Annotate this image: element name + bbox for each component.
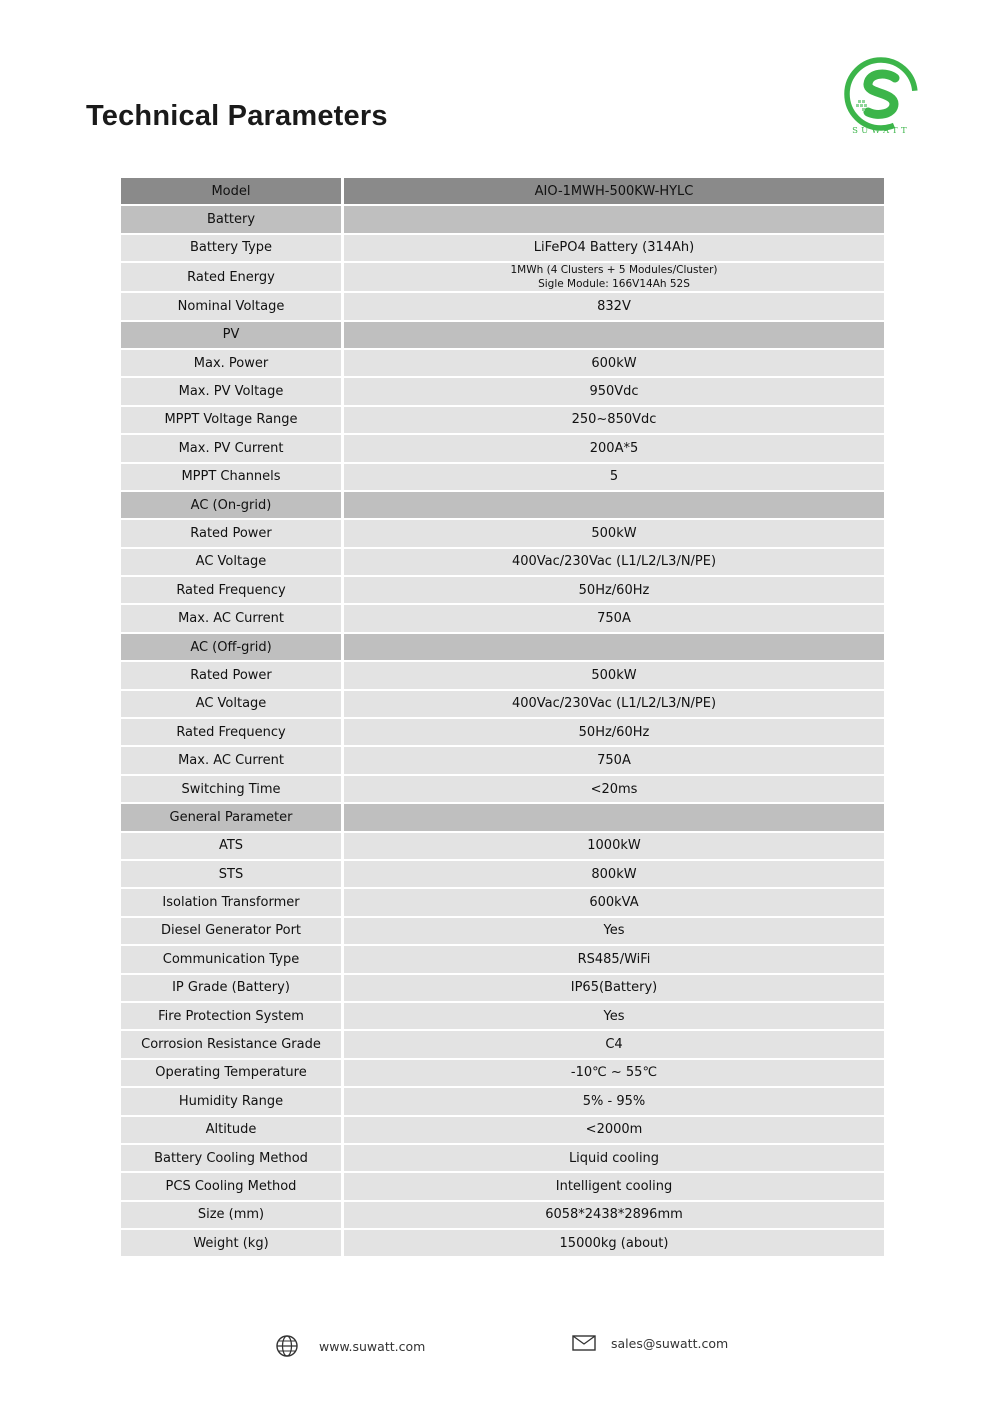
param-label: ATS [121, 833, 344, 861]
table-row [121, 889, 884, 917]
param-value: 800kW [344, 861, 884, 889]
param-label: Max. AC Current [121, 605, 344, 633]
table-row [121, 918, 884, 946]
param-value: Intelligent cooling [344, 1173, 884, 1201]
section-row [121, 206, 884, 234]
param-value: -10℃ ~ 55℃ [344, 1060, 884, 1088]
param-label: AC Voltage [121, 549, 344, 577]
param-value: 400Vac/230Vac (L1/L2/L3/N/PE) [344, 691, 884, 719]
param-label: MPPT Voltage Range [121, 407, 344, 435]
param-value-line2: Sigle Module: 166V14Ah 52S [538, 278, 690, 291]
model-value: AIO-1MWH-500KW-HYLC [344, 178, 884, 206]
param-value: 50Hz/60Hz [344, 577, 884, 605]
param-label: MPPT Channels [121, 464, 344, 492]
table-row [121, 1202, 884, 1230]
param-label: Isolation Transformer [121, 889, 344, 917]
param-value: 500kW [344, 520, 884, 548]
table-row [121, 435, 884, 463]
param-label: Diesel Generator Port [121, 918, 344, 946]
table-row [121, 263, 884, 293]
param-value: 5% - 95% [344, 1088, 884, 1116]
param-label: Switching Time [121, 776, 344, 804]
param-label: Max. Power [121, 350, 344, 378]
param-label: Rated Energy [121, 263, 344, 293]
table-row [121, 861, 884, 889]
model-label: Model [121, 178, 344, 206]
param-value: 750A [344, 747, 884, 775]
globe-icon [275, 1334, 299, 1358]
table-row [121, 407, 884, 435]
param-value: 400Vac/230Vac (L1/L2/L3/N/PE) [344, 549, 884, 577]
param-value: Yes [344, 918, 884, 946]
page-title: Technical Parameters [86, 100, 388, 132]
param-value: 5 [344, 464, 884, 492]
table-row [121, 1230, 884, 1258]
param-value: <20ms [344, 776, 884, 804]
section-title: General Parameter [121, 804, 344, 832]
table-row [121, 1060, 884, 1088]
email-text: sales@suwatt.com [611, 1335, 729, 1351]
section-title: Battery [121, 206, 344, 234]
table-row [121, 293, 884, 321]
param-value: IP65(Battery) [344, 975, 884, 1003]
param-label: Corrosion Resistance Grade [121, 1031, 344, 1059]
param-label: Nominal Voltage [121, 293, 344, 321]
param-label: Rated Frequency [121, 719, 344, 747]
table-row [121, 1088, 884, 1116]
section-title: PV [121, 322, 344, 350]
param-label: Size (mm) [121, 1202, 344, 1230]
param-label: Fire Protection System [121, 1003, 344, 1031]
param-label: STS [121, 861, 344, 889]
param-label: Communication Type [121, 946, 344, 974]
param-label: Max. PV Current [121, 435, 344, 463]
param-value: C4 [344, 1031, 884, 1059]
param-value: RS485/WiFi [344, 946, 884, 974]
table-row [121, 776, 884, 804]
param-label: Battery Cooling Method [121, 1145, 344, 1173]
param-label: Max. AC Current [121, 747, 344, 775]
footer-website[interactable] [275, 1334, 425, 1358]
param-label: Rated Power [121, 662, 344, 690]
table-row [121, 691, 884, 719]
param-value: 832V [344, 293, 884, 321]
table-row [121, 577, 884, 605]
section-title: AC (On-grid) [121, 492, 344, 520]
param-value: 950Vdc [344, 378, 884, 406]
param-label: Operating Temperature [121, 1060, 344, 1088]
param-value: Yes [344, 1003, 884, 1031]
param-value: 250~850Vdc [344, 407, 884, 435]
section-value [344, 206, 884, 234]
table-row [121, 719, 884, 747]
table-row [121, 747, 884, 775]
param-value: 600kW [344, 350, 884, 378]
param-value: Liquid cooling [344, 1145, 884, 1173]
table-row [121, 1117, 884, 1145]
table-row [121, 1145, 884, 1173]
section-value [344, 492, 884, 520]
param-label: Rated Power [121, 520, 344, 548]
param-value: 15000kg (about) [344, 1230, 884, 1258]
param-label: Battery Type [121, 235, 344, 263]
param-label: Max. PV Voltage [121, 378, 344, 406]
param-label: Humidity Range [121, 1088, 344, 1116]
table-row [121, 549, 884, 577]
section-row [121, 634, 884, 662]
table-row [121, 235, 884, 263]
param-value: <2000m [344, 1117, 884, 1145]
table-row [121, 662, 884, 690]
table-row [121, 975, 884, 1003]
section-row [121, 322, 884, 350]
param-label: Weight (kg) [121, 1230, 344, 1258]
table-header-row [121, 178, 884, 206]
table-row [121, 946, 884, 974]
param-label: PCS Cooling Method [121, 1173, 344, 1201]
section-value [344, 322, 884, 350]
table-row [121, 1031, 884, 1059]
table-row [121, 464, 884, 492]
section-title: AC (Off-grid) [121, 634, 344, 662]
param-value [344, 263, 884, 293]
website-text: www.suwatt.com [319, 1338, 426, 1354]
param-value: 500kW [344, 662, 884, 690]
section-value [344, 634, 884, 662]
param-value: 600kVA [344, 889, 884, 917]
mail-icon [572, 1334, 596, 1352]
param-value: 6058*2438*2896mm [344, 1202, 884, 1230]
param-label: IP Grade (Battery) [121, 975, 344, 1003]
param-label: Rated Frequency [121, 577, 344, 605]
param-value: 50Hz/60Hz [344, 719, 884, 747]
section-value [344, 804, 884, 832]
table-row [121, 833, 884, 861]
table-body [121, 206, 884, 1258]
param-value: 200A*5 [344, 435, 884, 463]
section-row [121, 492, 884, 520]
param-value-line1: 1MWh (4 Clusters + 5 Modules/Cluster) [510, 264, 718, 277]
technical-parameters-table [121, 178, 884, 1258]
param-label: Altitude [121, 1117, 344, 1145]
table-row [121, 520, 884, 548]
param-value: 750A [344, 605, 884, 633]
table-row [121, 605, 884, 633]
param-value: LiFePO4 Battery (314Ah) [344, 235, 884, 263]
param-label: AC Voltage [121, 691, 344, 719]
section-row [121, 804, 884, 832]
table-row [121, 378, 884, 406]
table-row [121, 1003, 884, 1031]
param-value: 1000kW [344, 833, 884, 861]
footer-email[interactable] [572, 1334, 728, 1352]
table-row [121, 350, 884, 378]
logo-text: SUWATT [852, 126, 910, 136]
table-row [121, 1173, 884, 1201]
